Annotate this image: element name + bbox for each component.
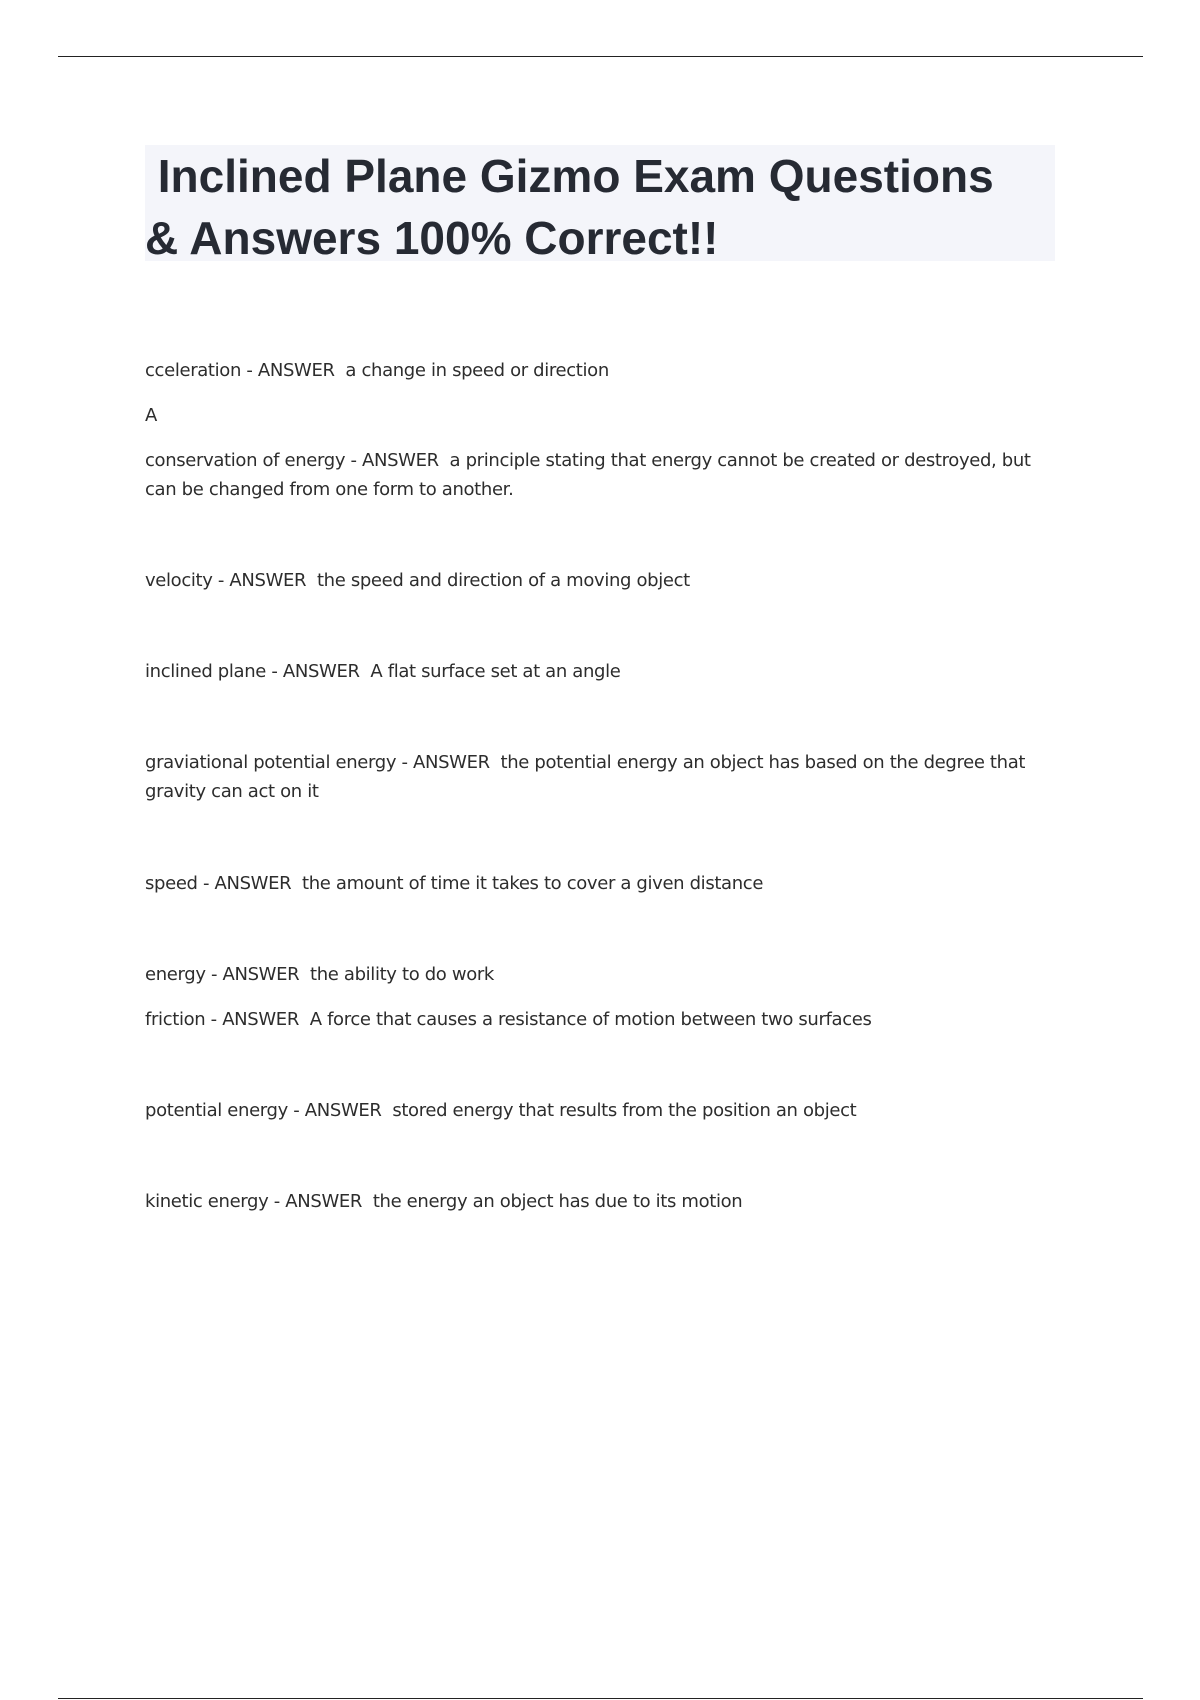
- bottom-rule: [58, 1698, 1143, 1699]
- entry-speed: speed - ANSWER the amount of time it takes to cover a given distance: [145, 873, 764, 894]
- title-box: [145, 145, 1055, 264]
- entry-kinetic-energy: kinetic energy - ANSWER the energy an object has due to its motion: [145, 1191, 743, 1212]
- page-title: Inclined Plane Gizmo Exam Questions & Answers 100% Correct!!: [145, 150, 994, 264]
- entry-letter-a: A: [145, 405, 157, 426]
- entry-gravitational-potential-energy: graviational potential energy - ANSWER the potential energy an object has based on the degree that gravity can act on it: [145, 752, 1031, 802]
- entry-friction: friction - ANSWER A force that causes a resistance of motion between two surfaces: [145, 1009, 872, 1030]
- entry-energy: energy - ANSWER the ability to do work: [145, 964, 494, 985]
- entry-potential-energy: potential energy - ANSWER stored energy that results from the position an object: [145, 1100, 857, 1121]
- entry-inclined-plane: inclined plane - ANSWER A flat surface set at an angle: [145, 661, 621, 682]
- entry-acceleration: cceleration - ANSWER a change in speed or direction: [145, 360, 609, 381]
- entry-velocity: velocity - ANSWER the speed and direction of a moving object: [145, 570, 690, 591]
- top-rule: [58, 56, 1143, 57]
- entry-conservation-of-energy: conservation of energy - ANSWER a principle stating that energy cannot be created or destroyed, but can be changed from one form to another.: [145, 450, 1037, 500]
